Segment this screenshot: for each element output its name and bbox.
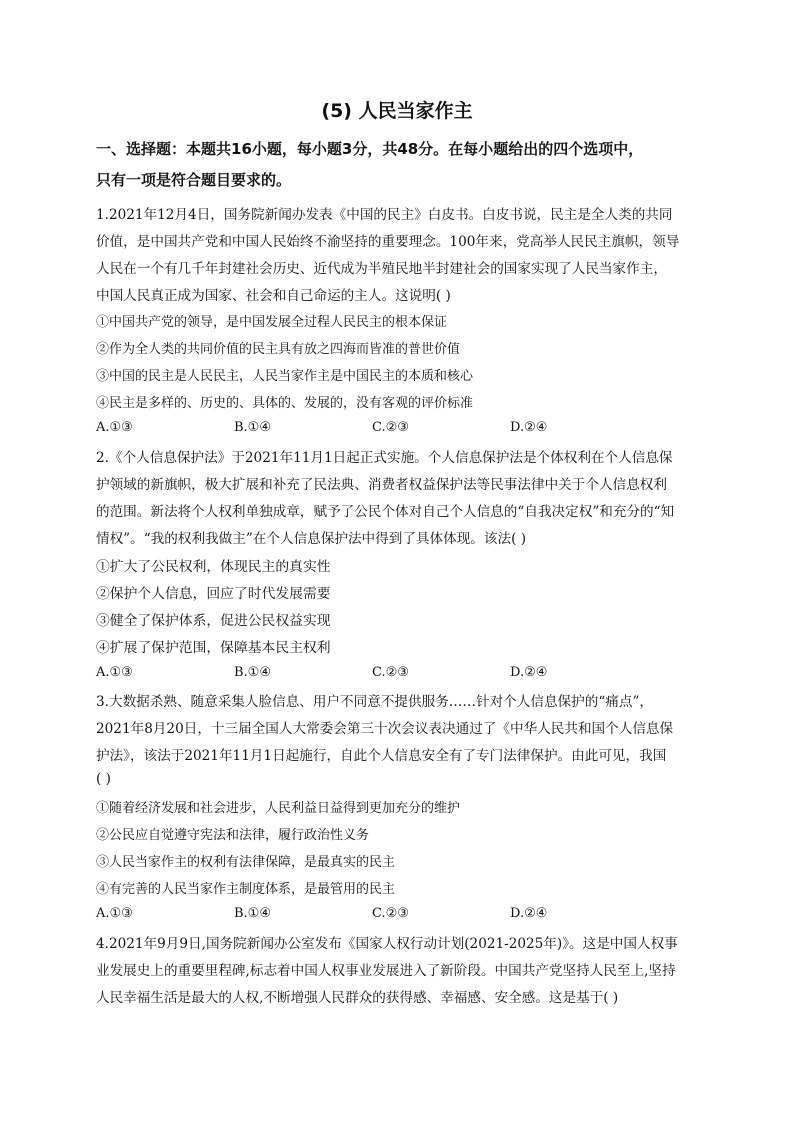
question-stem-line: 护法》，该法于2021年11月1日起施行，自此个人信息安全有了专门法律保护。由此可见，我国	[96, 748, 667, 764]
question-stem-line: 中国人民真正成为国家、社会和自己命运的主人。这说明( )	[96, 288, 451, 304]
choice-d[interactable]: D.②④	[510, 906, 548, 921]
option-statement: ②公民应自觉遵守宪法和法律，履行政治性义务	[96, 828, 370, 843]
option-statement: ③人民当家作主的权利有法律保障，是最真实的民主	[96, 855, 396, 870]
question-stem-line: 1.2021年12月4日，国务院新闻办发表《中国的民主》白皮书。白皮书说，民主是全人类的共同	[96, 207, 673, 223]
option-statement: ③健全了保护体系，促进公民权益实现	[96, 613, 331, 629]
page-title: (5) 人民当家作主	[321, 100, 473, 122]
question-stem-line: 2021年8月20日，十三届全国人大常委会第三十次会议表决通过了《中华人民共和国个人信息保	[96, 721, 674, 737]
choice-c[interactable]: C.②③	[372, 420, 409, 435]
question-stem-line: 业发展史上的重要里程碑,标志着中国人权事业发展进入了新阶段。中国共产党坚持人民至上,坚持	[96, 963, 676, 979]
answer-choices	[96, 420, 616, 440]
choice-b[interactable]: B.①④	[234, 906, 271, 921]
choice-b[interactable]: B.①④	[234, 665, 271, 680]
section-header-line: 只有一项是符合题目要求的。	[96, 171, 292, 189]
question-stem-line: 4.2021年9月9日,国务院新闻办公室发布《国家人权行动计划(2021-2025年)》。这是中国人权事	[96, 936, 678, 952]
choice-a[interactable]: A.①③	[96, 665, 133, 680]
choice-b[interactable]: B.①④	[234, 420, 271, 435]
option-statement: ④扩展了保护范围，保障基本民主权利	[96, 640, 331, 656]
option-statement: ①中国共产党的领导，是中国发展全过程人民民主的根本保证	[96, 315, 448, 330]
option-statement: ②作为全人类的共同价值的民主具有放之四海而皆准的普世价值	[96, 342, 461, 357]
question-stem-line: 人民幸福生活是最大的人权,不断增强人民群众的获得感、幸福感、安全感。这是基于( )	[96, 990, 619, 1006]
question-stem-line: 护领域的新旗帜，极大扩展和补充了民法典、消费者权益保护法等民事法律中关于个人信息权利	[96, 477, 667, 493]
choice-c[interactable]: C.②③	[372, 665, 409, 680]
section-header	[96, 134, 706, 196]
option-statement: ①随着经济发展和社会进步，人民利益日益得到更加充分的维护	[96, 801, 461, 816]
choice-a[interactable]: A.①③	[96, 906, 133, 921]
option-statement: ④民主是多样的、历史的、具体的、发展的，没有客观的评价标准	[96, 396, 474, 411]
section-header-line: 一、选择题：本题共16小题，每小题3分，共48分。在每小题给出的四个选项中，	[96, 140, 644, 158]
question-stem-line: 的范围。新法将个人权利单独成章，赋予了公民个体对自己个人信息的“自我决定权”和充分的“知	[96, 504, 675, 520]
choice-d[interactable]: D.②④	[510, 665, 548, 680]
question-stem-line: 人民在一个有几千年封建社会历史、近代成为半殖民地半封建社会的国家实现了人民当家作主，	[96, 261, 667, 277]
choice-d[interactable]: D.②④	[510, 420, 548, 435]
question-stem-line: 价值，是中国共产党和中国人民始终不渝坚持的重要理念。100年来，党高举人民民主旗帜，领导	[96, 234, 680, 250]
answer-choices	[96, 665, 616, 685]
option-statement: ④有完善的人民当家作主制度体系，是最管用的民主	[96, 882, 396, 897]
option-statement: ②保护个人信息，回应了时代发展需要	[96, 586, 331, 602]
option-statement: ③中国的民主是人民民主，人民当家作主是中国民主的本质和核心	[96, 369, 474, 384]
option-statement: ①扩大了公民权利，体现民主的真实性	[96, 559, 331, 575]
question-stem-line: 3.大数据杀熟、随意采集人脸信息、用户不同意不提供服务……针对个人信息保护的“痛点”，	[96, 694, 654, 710]
choice-a[interactable]: A.①③	[96, 420, 133, 435]
answer-choices	[96, 906, 616, 926]
question-stem-line: 2.《个人信息保护法》于2021年11月1日起正式实施。个人信息保护法是个体权利在个人信息保	[96, 450, 673, 466]
question-stem-line: 情权”。“我的权利我做主”在个人信息保护法中得到了具体体现。该法( )	[96, 531, 526, 547]
question-stem-line: ( )	[96, 771, 111, 787]
choice-c[interactable]: C.②③	[372, 906, 409, 921]
